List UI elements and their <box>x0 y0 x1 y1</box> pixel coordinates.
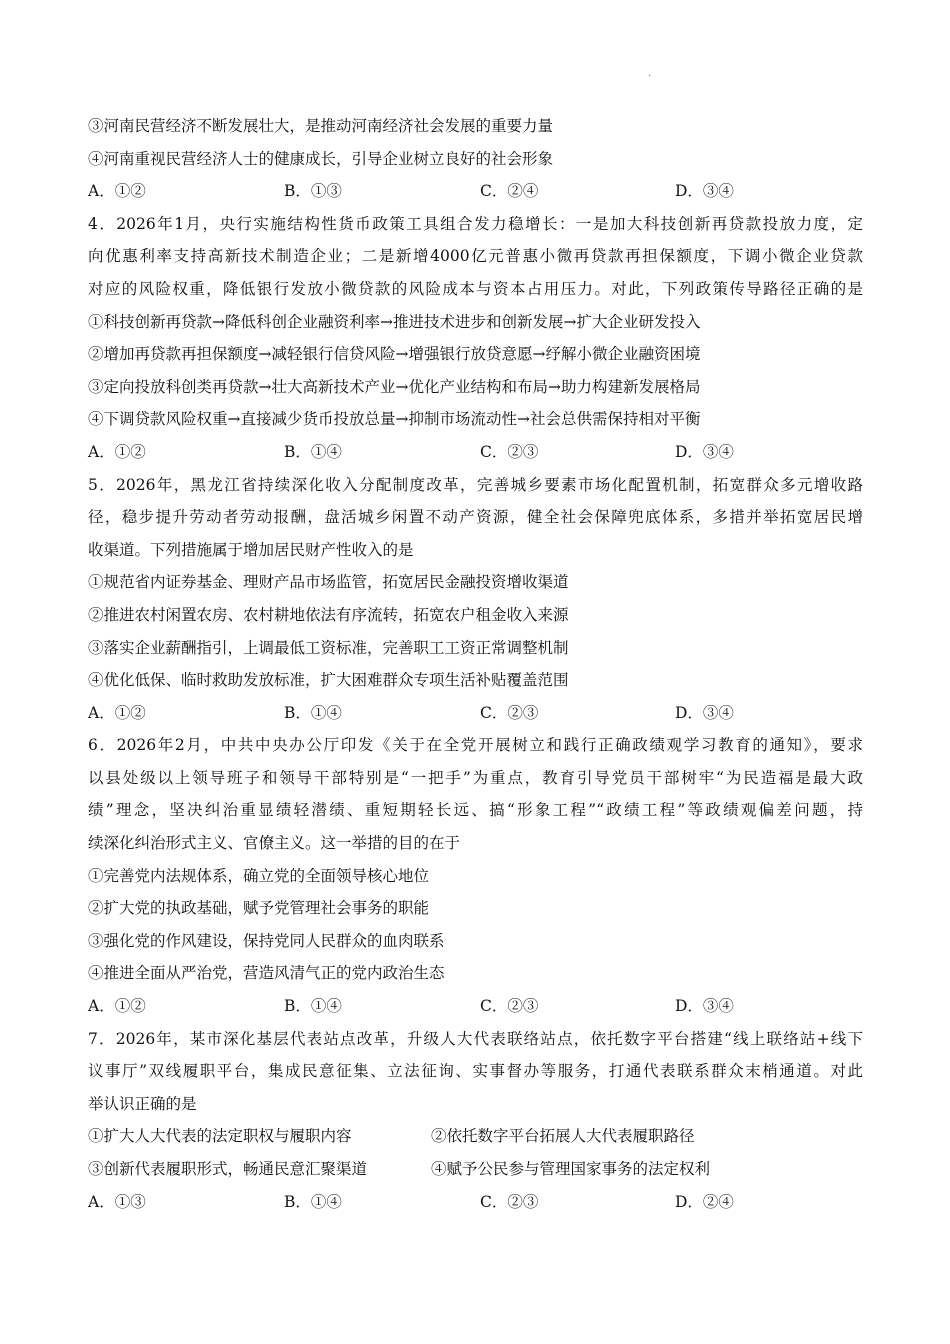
q3-option-b[interactable]: B．①③ <box>284 182 342 201</box>
q5-stem-line-1: 5．2026年，黑龙江省持续深化收入分配制度改革，完善城乡要素市场化配置机制，拓宽群众多元增收路 <box>88 475 863 494</box>
q3-option-a[interactable]: A．①② <box>88 182 146 201</box>
q6-stem-line-3: 绩”理念，坚决纠治重显绩轻潜绩、重短期轻长远、搞“形象工程”“政绩工程”等政绩观偏差问题，持 <box>88 801 863 820</box>
q3-options <box>88 175 863 208</box>
q7-stem-line-2: 议事厅”双线履职平台，集成民意征集、立法征询、实事督办等服务，打通代表联系群众末梢通道。对此 <box>88 1062 863 1081</box>
q6-options <box>88 990 863 1023</box>
q7-items-row-2 <box>88 1153 863 1186</box>
q7-option-b[interactable]: B．①④ <box>284 1192 342 1211</box>
q7-stem-line-3: 举认识正确的是 <box>88 1094 197 1113</box>
q6-stem-line-2: 以县处级以上领导班子和领导干部特别是“一把手”为重点，教育引导党员干部树牢“为民造福是最大政 <box>88 768 863 787</box>
q3-option-d[interactable]: D．③④ <box>675 182 734 201</box>
q7-option-c[interactable]: C．②③ <box>480 1192 539 1211</box>
q5-option-b[interactable]: B．①④ <box>284 703 342 722</box>
q6-option-a[interactable]: A．①② <box>88 997 146 1016</box>
q7-option-d[interactable]: D．②④ <box>675 1192 734 1211</box>
q4-item-3: ③定向投放科创类再贷款→壮大高新技术产业→优化产业结构和布局→助力构建新发展格局 <box>88 377 701 396</box>
q4-options <box>88 436 863 469</box>
q4-option-a[interactable]: A．①② <box>88 442 146 461</box>
q7-item-4: ④赋予公民参与管理国家事务的法定权利 <box>431 1160 711 1178</box>
q4-item-2: ②增加再贷款再担保额度→减轻银行信贷风险→增强银行放贷意愿→纾解小微企业融资困境 <box>88 345 701 364</box>
q5-item-1: ①规范省内证券基金、理财产品市场监管，拓宽居民金融投资增收渠道 <box>88 573 569 592</box>
q5-item-4: ④优化低保、临时救助发放标准，扩大困难群众专项生活补贴覆盖范围 <box>88 671 569 690</box>
q5-options <box>88 697 863 730</box>
q7-stem-line-1: 7．2026年，某市深化基层代表站点改革，升级人大代表联络站点，依托数字平台搭建“线上联络站+线下 <box>88 1029 863 1048</box>
q4-item-4: ④下调贷款风险权重→直接减少货币投放总量→抑制市场流动性→社会总供需保持相对平衡 <box>88 410 701 429</box>
q6-stem-line-1: 6．2026年2月，中共中央办公厅印发《关于在全党开展树立和践行正确政绩观学习教育的通知》，要求 <box>88 736 863 755</box>
q5-stem-line-2: 径，稳步提升劳动者劳动报酬，盘活城乡闲置不动产资源，健全社会保障兜底体系，多措并举拓宽居民增 <box>88 508 863 527</box>
q6-item-4: ④推进全面从严治党，营造风清气正的党内政治生态 <box>88 964 445 983</box>
q4-stem-line-1: 4．2026年1月，央行实施结构性货币政策工具组合发力稳增长：一是加大科技创新再贷款投放力度，定 <box>88 214 863 233</box>
q6-item-1: ①完善党内法规体系，确立党的全面领导核心地位 <box>88 866 430 885</box>
q4-item-1: ①科技创新再贷款→降低科创企业融资利率→推进技术进步和创新发展→扩大企业研发投入 <box>88 312 701 331</box>
q7-option-a[interactable]: A．①③ <box>88 1192 146 1211</box>
q6-item-3: ③强化党的作风建设，保持党同人民群众的血肉联系 <box>88 931 445 950</box>
q3-option-c[interactable]: C．②④ <box>480 182 539 201</box>
q3-item-3: ③河南民营经济不断发展壮大，是推动河南经济社会发展的重要力量 <box>88 117 554 135</box>
q3-item-4: ④河南重视民营经济人士的健康成长，引导企业树立良好的社会形象 <box>88 149 554 168</box>
exam-page <box>88 110 863 1218</box>
q6-item-2: ②扩大党的执政基础，赋予党管理社会事务的职能 <box>88 899 430 918</box>
q7-item-1: ①扩大人大代表的法定职权与履职内容 <box>88 1127 352 1146</box>
q5-option-c[interactable]: C．②③ <box>480 703 539 722</box>
q4-option-b[interactable]: B．①④ <box>284 442 342 461</box>
q7-item-3: ③创新代表履职形式，畅通民意汇聚渠道 <box>88 1160 368 1178</box>
q5-option-d[interactable]: D．③④ <box>675 703 734 722</box>
q6-option-b[interactable]: B．①④ <box>284 997 342 1016</box>
q6-stem-line-4: 续深化纠治形式主义、官僚主义。这一举措的目的在于 <box>88 834 461 853</box>
q6-option-d[interactable]: D．③④ <box>675 997 734 1016</box>
q7-options <box>88 1186 863 1219</box>
q5-option-a[interactable]: A．①② <box>88 703 146 722</box>
q4-stem-line-3: 对应的风险权重，降低银行发放小微贷款的风险成本与资本占用压力。对此，下列政策传导路径正确的是 <box>88 279 863 298</box>
q6-option-c[interactable]: C．②③ <box>480 997 539 1016</box>
q5-item-2: ②推进农村闲置农房、农村耕地依法有序流转，拓宽农户租金收入来源 <box>88 605 569 624</box>
q7-items-row-1 <box>88 1120 863 1153</box>
q5-stem-line-3: 收渠道。下列措施属于增加居民财产性收入的是 <box>88 540 414 559</box>
q7-item-2: ②依托数字平台拓展人大代表履职路径 <box>431 1127 695 1146</box>
q4-stem-line-2: 向优惠利率支持高新技术制造企业；二是新增4000亿元普惠小微再贷款再担保额度，下调小微企业贷款 <box>88 247 863 266</box>
q4-option-d[interactable]: D．③④ <box>675 442 734 461</box>
q4-option-c[interactable]: C．②③ <box>480 442 539 461</box>
header-mark: . <box>648 68 652 79</box>
q5-item-3: ③落实企业薪酬指引，上调最低工资标准，完善职工工资正常调整机制 <box>88 638 569 657</box>
